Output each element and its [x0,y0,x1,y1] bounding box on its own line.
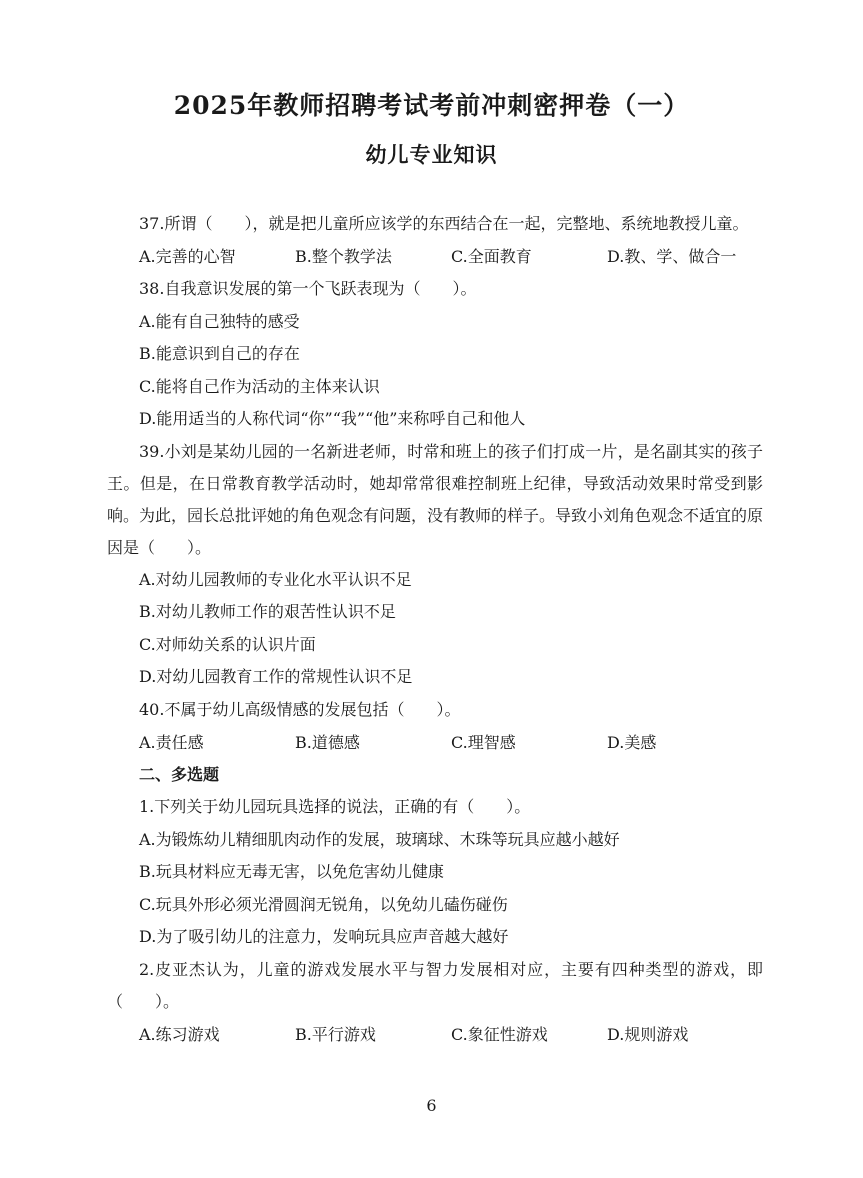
option-c: C.理智感 [451,733,516,752]
option-c: C.全面教育 [451,247,532,266]
option-a: A.对幼儿园教师的专业化水平认识不足 [139,569,412,589]
option-d: D.教、学、做合一 [607,247,737,266]
option-a: A.练习游戏 [139,1024,220,1044]
multi-question-1-stem: 1.下列关于幼儿园玩具选择的说法，正确的有（ ）。 [139,797,531,816]
multi-question-2-options [107,1018,763,1051]
question-39-stem: 39.小刘是某幼儿园的一名新进老师，时常和班上的孩子们打成一片，是名副其实的孩子王。但是，在日常教育教学活动时，她却常常很难控制班上纪律，导致活动效果时常受到影响。为此，园长总批评她的角色观念有问题，没有教师的样子。导致小刘角色观念不适宜的原因是（ ）。 [107,441,764,557]
option-c: C.玩具外形必须光滑圆润无锐角，以免幼儿磕伤碰伤 [139,894,508,914]
option-d: D.能用适当的人称代词“你”“我”“他”来称呼自己和他人 [139,409,526,428]
page-title: 2025年教师招聘考试考前冲刺密押卷（一） [173,91,690,120]
option-b: B.玩具材料应无毒无害，以免危害幼儿健康 [139,862,444,881]
option-d: D.规则游戏 [607,1024,689,1044]
page-number: 6 [426,1096,437,1115]
option-d: D.美感 [607,733,657,752]
option-c: C.能将自己作为活动的主体来认识 [139,376,380,396]
question-content [107,208,763,1051]
section-heading-multiple-choice: 二、多选题 [139,765,220,784]
option-d: D.为了吸引幼儿的注意力，发响玩具应声音越大越好 [139,927,509,946]
option-c: C.对师幼关系的认识片面 [139,634,316,654]
question-40-options [107,726,763,759]
question-38-stem: 38.自我意识发展的第一个飞跃表现为（ ）。 [139,279,477,298]
option-a: A.能有自己独特的感受 [139,311,300,331]
option-b: B.对幼儿教师工作的艰苦性认识不足 [139,602,396,621]
page-subtitle: 幼儿专业知识 [365,142,498,167]
option-c: C.象征性游戏 [451,1024,548,1044]
option-a: A.完善的心智 [139,247,236,266]
option-a: A.为锻炼幼儿精细肌肉动作的发展，玻璃球、木珠等玩具应越小越好 [139,829,620,849]
option-d: D.对幼儿园教育工作的常规性认识不足 [139,667,413,686]
question-37-options [107,240,763,273]
option-b: B.道德感 [295,733,360,752]
question-37-stem: 37.所谓（ ），就是把儿童所应该学的东西结合在一起，完整地、系统地教授儿童。 [139,214,749,233]
option-a: A.责任感 [139,733,204,752]
option-b: B.平行游戏 [295,1024,376,1044]
multi-question-2-stem: 2.皮亚杰认为，儿童的游戏发展水平与智力发展相对应，主要有四种类型的游戏，即（ ）。 [107,959,763,1011]
option-b: B.能意识到自己的存在 [139,344,300,363]
option-b: B.整个教学法 [295,247,392,266]
question-40-stem: 40.不属于幼儿高级情感的发展包括（ ）。 [139,699,461,719]
